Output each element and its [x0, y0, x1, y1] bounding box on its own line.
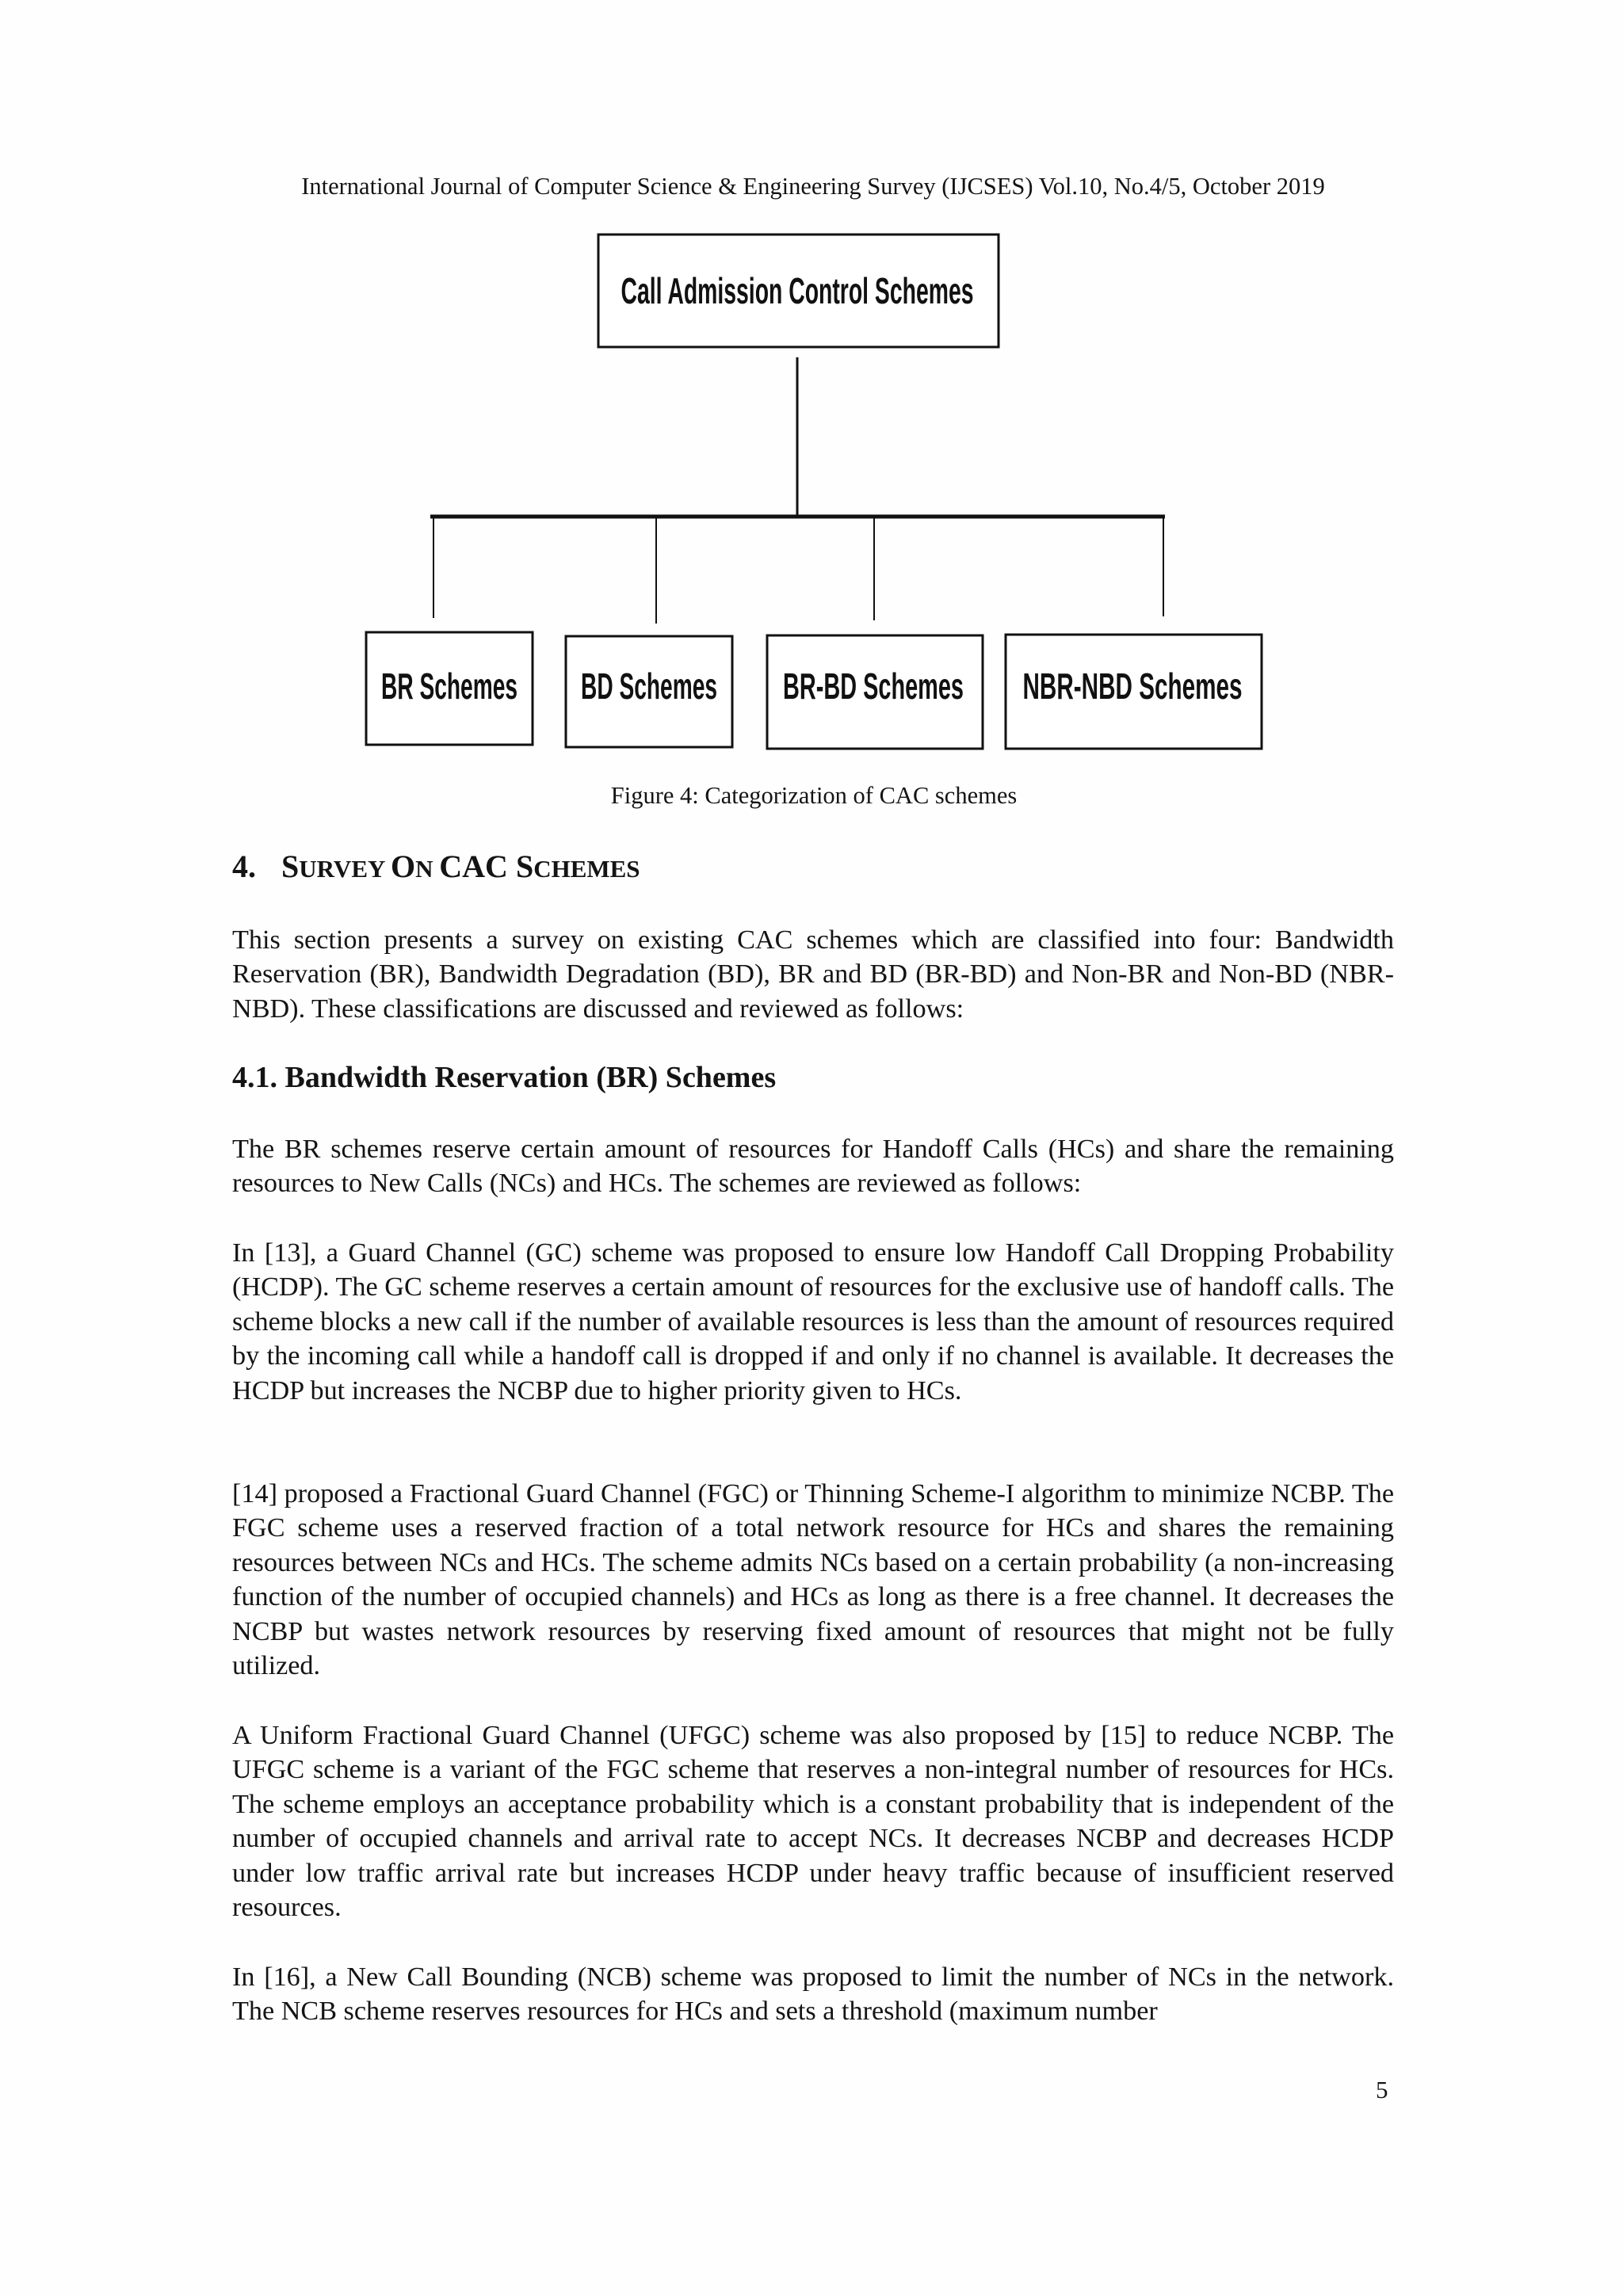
section-intro	[232, 923, 1394, 1026]
paragraph: [14] proposed a Fractional Guard Channel (FGC) or Thinning Scheme-I algorithm to minimize NCBP. The FGC scheme uses a reserved fraction of a total network resource for HCs and shares the remaining resources between NCs and HCs. The scheme admits NCs based on a certain probability (a non-increasing function of the number of occupied channels) and HCs as long as there is a free channel. It decreases the NCBP but wastes network resources by reserving fixed amount of resources that might not be fully utilized.	[232, 1479, 1394, 1681]
paragraph: A Uniform Fractional Guard Channel (UFGC) scheme was also proposed by [15] to reduce NCBP. The UFGC scheme is a variant of the FGC scheme that reserves a non-integral number of resources for HCs. The scheme employs an acceptance probability which is a constant probability that is independent of the number of occupied channels and arrival rate to accept NCs. It decreases NCBP and decreases HCDP under low traffic arrival rate but increases HCDP under heavy traffic because of insufficient reserved resources.	[232, 1721, 1394, 1923]
paragraph: In [13], a Guard Channel (GC) scheme was proposed to ensure low Handoff Call Dropping Probability (HCDP). The GC scheme reserves a certain amount of resources for the exclusive use of handoff calls. The scheme blocks a new call if the number of available resources is less than the amount of resources required by the incoming call while a handoff call is dropped if and only if no channel is available. It decreases the HCDP but increases the NCBP due to higher priority given to HCs.	[232, 1238, 1394, 1405]
heading-part: SCHEMES	[515, 849, 640, 884]
root-node-label: Call Admission Control Schemes	[621, 270, 974, 311]
paragraph: The BR schemes reserve certain amount of resources for Handoff Calls (HCs) and share the remaining resources to New Calls (NCs) and HCs. The schemes are reviewed as follows:	[232, 1135, 1394, 1199]
journal-header: International Journal of Computer Science & Engineering Survey (IJCSES) Vol.10, No.4/5, October 2019	[301, 173, 1325, 200]
paragraph: This section presents a survey on existing CAC schemes which are classified into four: Bandwidth Reservation (BR), Bandwidth Degradation (BD), BR and BD (BR-BD) and Non-BR and Non-BD (NBR-NBD). These classifications are discussed and reviewed as follows:	[232, 925, 1394, 1024]
child-node-label: BR Schemes	[381, 666, 517, 707]
child-node-br	[366, 632, 533, 745]
child-node-label: BR-BD Schemes	[783, 666, 964, 707]
paragraph: In [16], a New Call Bounding (NCB) scheme was proposed to limit the number of NCs in the network. The NCB scheme reserves resources for HCs and sets a threshold (maximum number	[232, 1962, 1394, 2027]
paragraph-block	[232, 1132, 1394, 1201]
child-node-nbr-nbd	[1006, 635, 1262, 749]
page-number: 5	[1376, 2076, 1388, 2103]
heading-part: ON	[391, 849, 440, 884]
cac-categorization-diagram	[0, 0, 1623, 776]
child-node-label: NBR-NBD Schemes	[1022, 666, 1243, 707]
section-number: 4.	[232, 849, 256, 884]
heading-part: CAC	[439, 849, 516, 884]
child-node-label: BD Schemes	[581, 666, 717, 707]
paragraph-block	[232, 1718, 1394, 1924]
section-heading	[232, 848, 640, 885]
connector-lines	[430, 357, 1165, 624]
subsection-heading: 4.1. Bandwidth Reservation (BR) Schemes	[232, 1061, 777, 1094]
child-node-bd	[566, 636, 732, 747]
paragraph-block	[232, 1960, 1394, 2029]
root-node	[598, 235, 999, 347]
figure-caption: Figure 4: Categorization of CAC schemes	[610, 782, 1018, 809]
paragraph-block	[232, 1236, 1394, 1408]
paragraph-block	[232, 1477, 1394, 1683]
heading-part: SURVEY	[281, 849, 391, 884]
child-node-br-bd	[767, 635, 983, 749]
